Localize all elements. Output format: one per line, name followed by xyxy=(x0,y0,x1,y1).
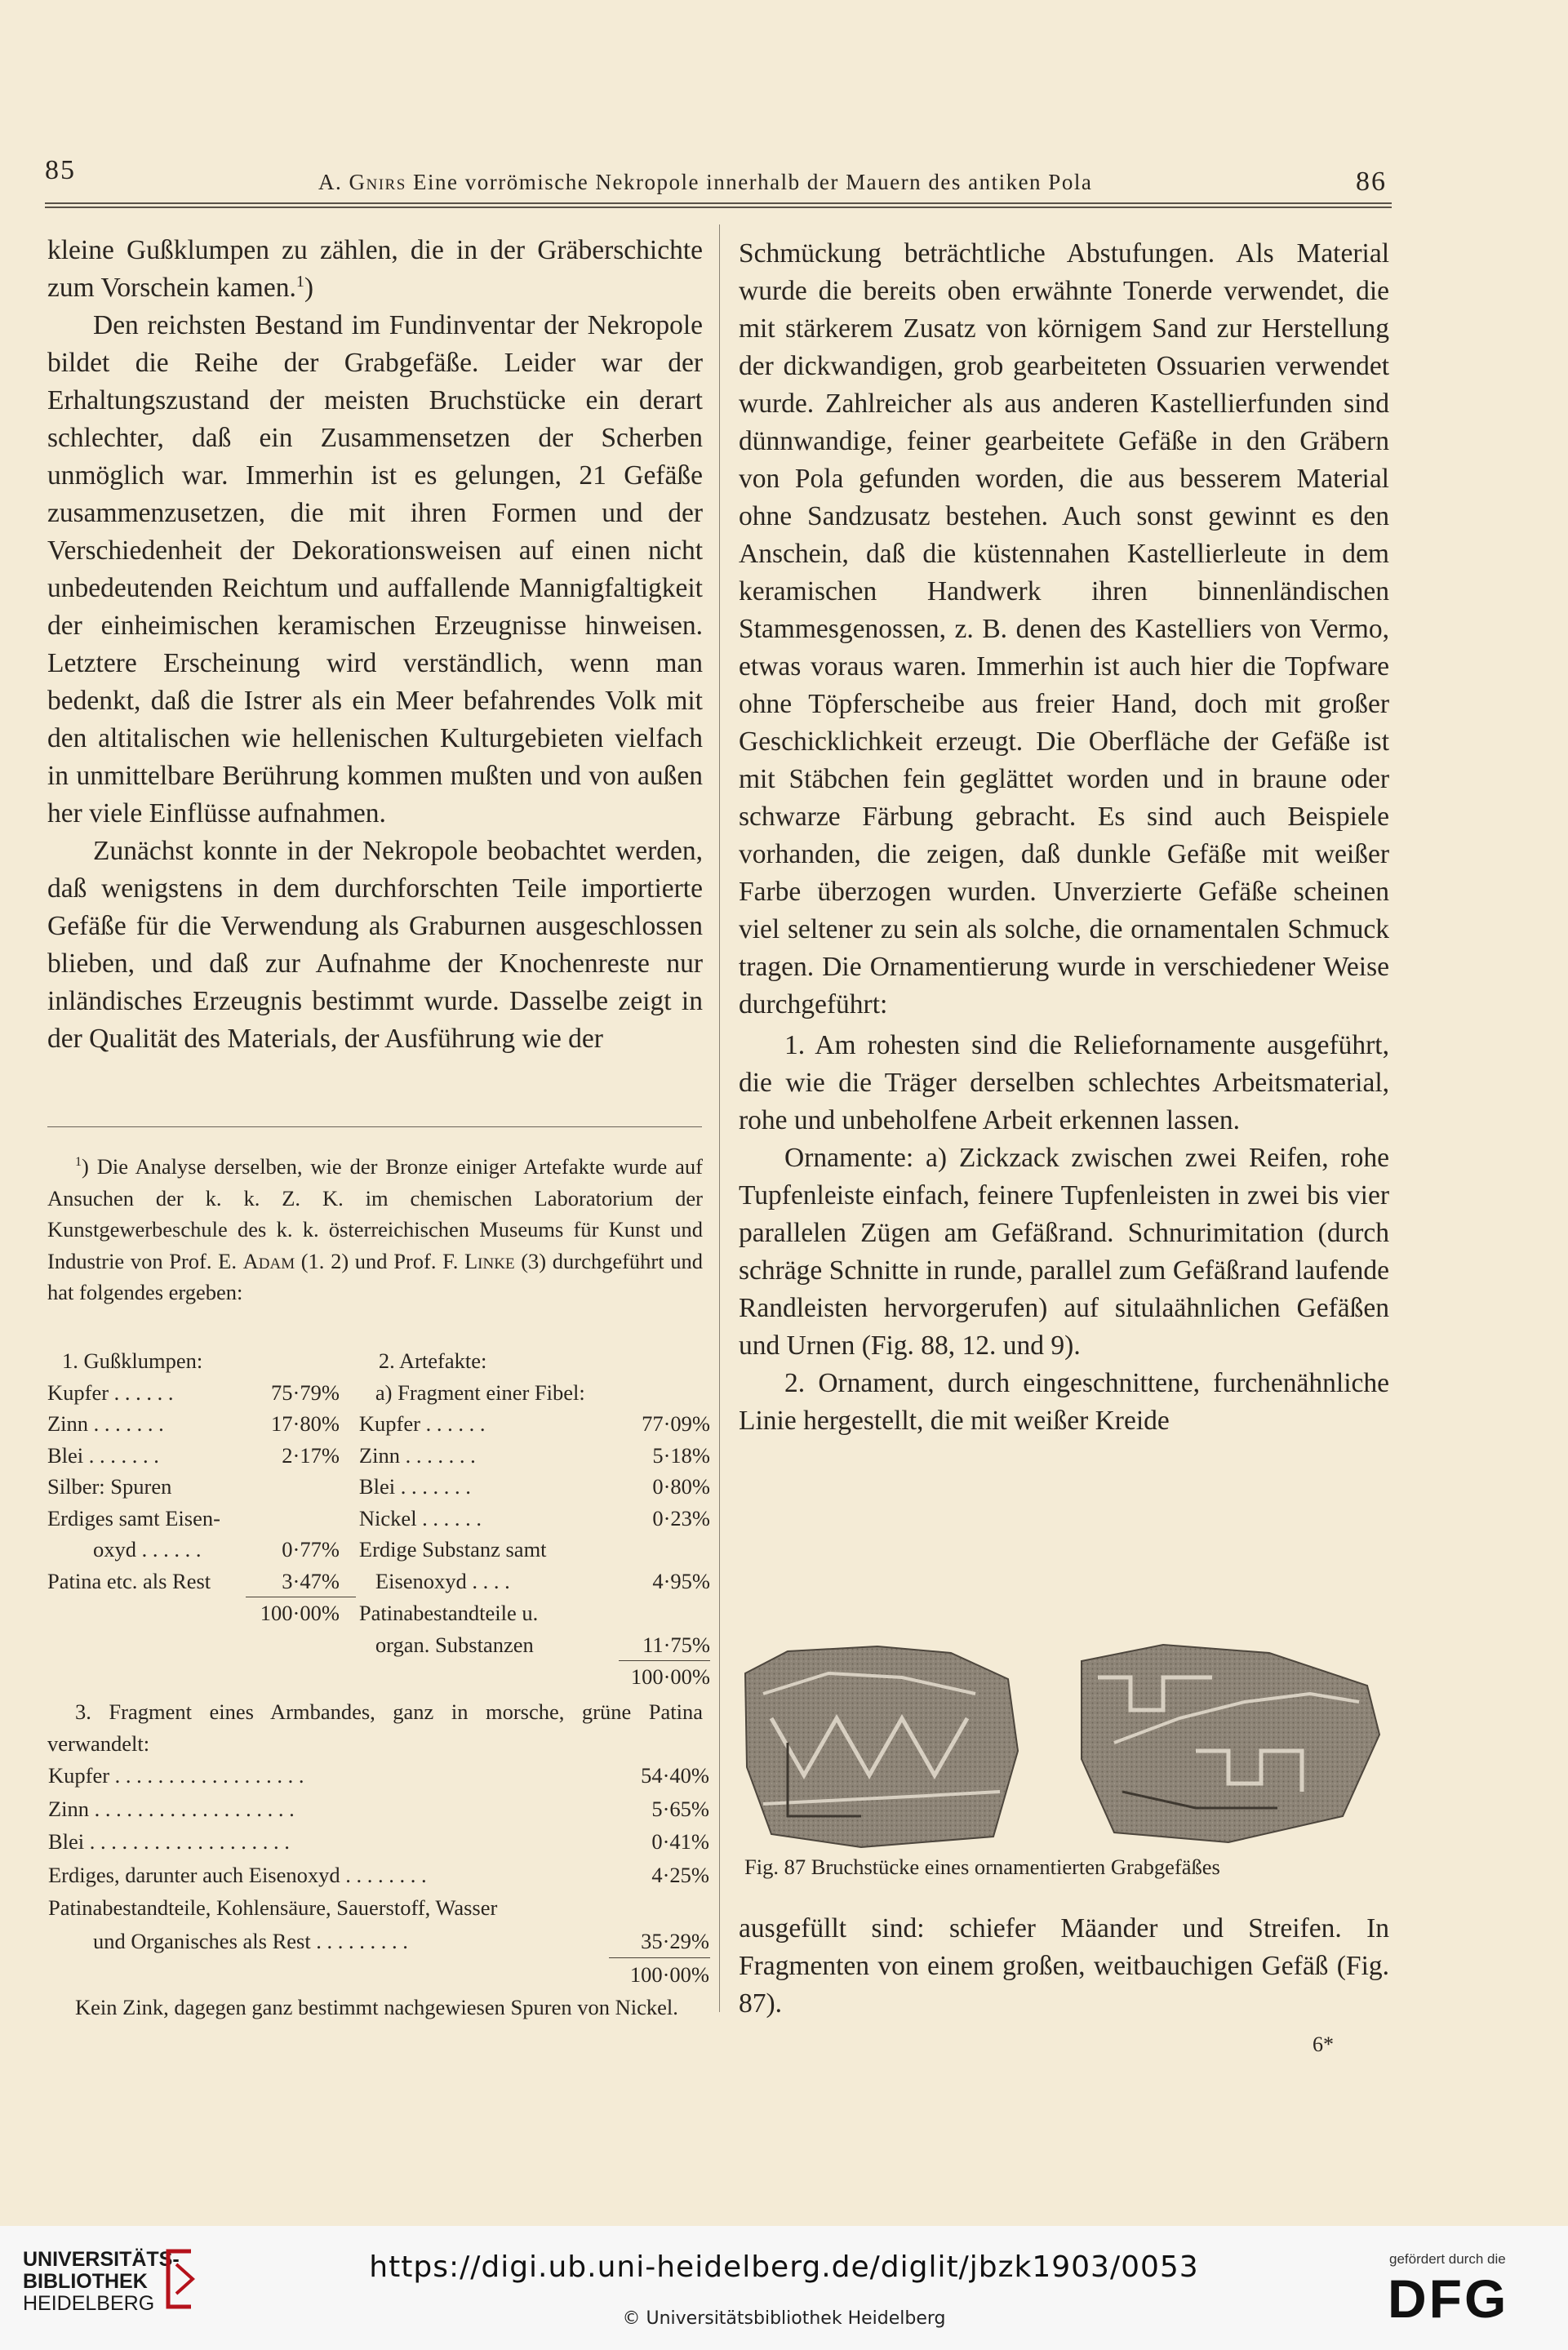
table-spacer xyxy=(246,1345,356,1377)
table-header-row xyxy=(47,1345,710,1377)
cell-label: a) Fragment einer Fibel: xyxy=(375,1379,585,1405)
cell-label: organ. Substanzen xyxy=(375,1632,534,1657)
copyright: © Universitätsbibliothek Heidelberg xyxy=(622,2308,946,2329)
cell-label: Silber: Spuren xyxy=(47,1474,172,1499)
cell-value xyxy=(609,1891,710,1925)
cell-value: 35·29% xyxy=(609,1925,710,1958)
header-rule-double xyxy=(45,207,1392,208)
table-row xyxy=(47,1661,710,1693)
cell-label: oxyd . . . . . . xyxy=(93,1537,202,1561)
figure-87 xyxy=(739,1628,1389,1873)
table-row xyxy=(47,1825,710,1859)
table-row xyxy=(47,1534,710,1566)
cell-label: Erdiges samt Eisen- xyxy=(47,1505,220,1530)
footer-bar xyxy=(0,2226,1568,2350)
table-row xyxy=(47,1925,710,1958)
cell-value: 5·18% xyxy=(652,1442,710,1468)
cell-label: Kupfer . . . . . . xyxy=(358,1411,486,1436)
cell-value xyxy=(619,1534,710,1566)
paragraph: Zunächst konnte in der Nekropole beobachtet werden, daß wenigstens in dem durchforschten Teile importierte Gefäße für die Verwendung als Graburnen ausgeschlossen blieben, und daß zur Aufnahme der Knochenreste nur inländisches Erzeugnis bestimmt wurde. Dasselbe zeigt in der Qualität des Materials, der Ausführung wie der xyxy=(47,836,703,1054)
cell-label: Blei . . . . . . . . . . . . . . . . . . . xyxy=(48,1829,290,1854)
cell-label: Zinn . . . . . . . . . . . . . . . . . . . xyxy=(48,1796,295,1821)
cell-label: Zinn . . . . . . . xyxy=(47,1411,164,1436)
footnote-text: $^1$) Die Analyse derselben, wie der Bronze einiger Artefakte wurde auf Ansuchen der k. k. Z. K. im chemischen Laboratorium der Kunstgewerbeschule des k. k. österreichischen Museums für Kunst und Industrie von Prof. E. Adam (1. 2) und Prof. F. Linke (3) durchgeführt und hat folgendes ergeben: xyxy=(47,1154,704,1304)
table-row xyxy=(47,1440,710,1472)
right-column xyxy=(739,235,1389,1440)
cell-label: Kupfer . . . . . . . . . . . . . . . . . . xyxy=(48,1763,304,1788)
analysis-table xyxy=(47,1345,710,1693)
paragraph: Schmückung beträchtliche Abstufungen. Als Material wurde die bereits oben erwähnte Tonerde verwendet, die mit stärkerem Zusatz von körnigem Sand zur Herstellung der dickwandigen, grob gearbeiteten Ossuarien verwendet wurde. Zahlreicher als aus anderen Kastellierfunden sind dünnwandige, feiner gearbeitete Gefäße in den Gräbern von Pola gefunden worden, die aus besserem Material ohne Sandzusatz bestehen. Auch sonst gewinnt es den Anschein, daß die küstennahen Kastellierleute in dem keramischen Handwerk ihren binnenländischen Stammesgenossen, z. B. denen des Kastelliers von Vermo, etwas voraus waren. Immerhin ist auch hier die Topfware ohne Töpferscheibe aus freier Hand, doch mit großer Geschicklichkeit erzeugt. Die Oberfläche der Gefäße ist mit Stäbchen fein geglättet worden und in braune oder schwarze Färbung gebracht. Es sind auch Beispiele vorhanden, die zeigen, daß dunkle Gefäße mit weißer Farbe überzogen wurden. Unverzierte Gefäße scheinen viel seltener zu sein als solche, die ornamentalen Schmuck tragen. Die Ornamentierung wurde in verschiedener Weise durchgeführt: xyxy=(739,238,1389,1020)
cell-label: Patina etc. als Rest xyxy=(47,1568,211,1593)
table-row xyxy=(47,1792,710,1826)
cell-label: Erdige Substanz samt xyxy=(358,1537,547,1561)
cell-label: Blei . . . . . . . xyxy=(47,1442,159,1468)
cell-value: 54·40% xyxy=(641,1763,709,1788)
cell-value: 0·77% xyxy=(282,1537,340,1561)
cell-label: Kupfer . . . . . . xyxy=(47,1379,174,1405)
paragraph: ausgefüllt sind: schiefer Mäander und Streifen. In Fragmenten von einem großen, weitbauchigen Gefäß (Fig. 87). xyxy=(739,1913,1389,2019)
fragment-left xyxy=(745,1646,1018,1847)
dfg-funded-label: gefördert durch die xyxy=(1389,2251,1506,2267)
cell-value: 0·80% xyxy=(652,1474,710,1499)
footnote-closing: Kein Zink, dagegen ganz bestimmt nachgewiesen Spuren von Nickel. xyxy=(75,1994,678,2019)
cell-value: 5·65% xyxy=(651,1796,709,1821)
cell-value xyxy=(246,1471,356,1503)
left-column xyxy=(47,232,703,1058)
cell-value: 100·00% xyxy=(260,1601,340,1625)
dfg-logo[interactable]: DFG xyxy=(1388,2268,1509,2329)
table-row xyxy=(47,1958,710,1992)
cell-label: Nickel . . . . . . xyxy=(358,1505,482,1530)
ub-heidelberg-logo[interactable]: UNIVERSITÄTS- BIBLIOTHEK HEIDELBERG xyxy=(23,2248,180,2315)
cell-value: 0·23% xyxy=(652,1505,710,1530)
cell-label xyxy=(47,1661,246,1693)
table-row xyxy=(47,1566,710,1597)
footnote-section-3: 3. Fragment eines Armbandes, ganz in morsche, grüne Patina verwandelt: xyxy=(47,1699,703,1756)
table-row xyxy=(47,1597,710,1629)
column-separator xyxy=(719,224,720,2012)
cell-value xyxy=(619,1597,710,1629)
cell-label: Eisenoxyd . . . . xyxy=(375,1568,510,1593)
figure-caption: Fig. 87 Bruchstücke eines ornamentierten Grabgefäßes xyxy=(744,1855,1220,1879)
running-header xyxy=(318,170,1092,195)
header-author: A. Gnirs xyxy=(318,170,406,194)
cell-label xyxy=(47,1958,609,1992)
footnote xyxy=(47,1151,703,1308)
paragraph: kleine Gußklumpen zu zählen, die in der Gräberschichte zum Vorschein kamen.$^1$) xyxy=(47,235,703,303)
cell-value: 75·79% xyxy=(271,1379,340,1405)
pottery-fragments-image xyxy=(739,1628,1389,1849)
cell-value: 100·00% xyxy=(629,1962,709,1987)
table-row xyxy=(47,1408,710,1440)
signature-mark: 6* xyxy=(1313,2032,1334,2056)
footnote-rule xyxy=(47,1126,702,1127)
paragraph: 2. Ornament, durch eingeschnittene, furchenähnliche Linie hergestellt, die mit weißer Kreide xyxy=(739,1368,1389,1436)
page-number-right: 86 xyxy=(1356,167,1387,197)
permalink-url[interactable]: https://digi.ub.uni-heidelberg.de/diglit/jbzk1903/0053 xyxy=(369,2250,1199,2284)
cell-value: 0·41% xyxy=(651,1829,709,1854)
cell-value xyxy=(246,1661,356,1693)
paragraph: Ornamente: a) Zickzack zwischen zwei Reifen, rohe Tupfenleiste einfach, feinere Tupfenleisten in zwei bis vier parallelen Zügen am Gefäßrand. Schnurimitation (durch schräge Schnitte in runde, parallel zum Gefäßrand laufende Randleisten hervorgerufen) auf situlaähnlichen Gefäßen und Urnen (Fig. 88, 12. und 9). xyxy=(739,1143,1389,1361)
cell-value: 17·80% xyxy=(271,1411,340,1436)
cell-value xyxy=(619,1377,710,1409)
cell-value: 4·25% xyxy=(651,1862,709,1887)
footnote-ref: 1 xyxy=(295,272,304,291)
table-row xyxy=(47,1759,710,1792)
table-row xyxy=(47,1629,710,1661)
author-adam: Adam xyxy=(242,1248,295,1273)
cell-value: 11·75% xyxy=(619,1629,710,1661)
table-head-gussklumpen: 1. Gußklumpen: xyxy=(62,1348,203,1373)
footnote-part3 xyxy=(47,1696,709,2023)
cell-label: Patinabestandteile u. xyxy=(358,1600,539,1625)
paragraph: 1. Am rohesten sind die Reliefornamente ausgeführt, die wie die Träger derselben schlechtes Arbeitsmaterial, rohe und unbeholfene Arbeit erkennen lassen. xyxy=(739,1030,1389,1135)
table-row xyxy=(47,1859,710,1892)
cell-value xyxy=(246,1629,356,1661)
table-row xyxy=(47,1891,710,1925)
cell-value: 4·95% xyxy=(652,1568,710,1593)
page-number-left: 85 xyxy=(45,155,76,185)
cell-value: 77·09% xyxy=(642,1411,710,1436)
table-spacer xyxy=(619,1345,710,1377)
table-row xyxy=(47,1503,710,1535)
cell-value xyxy=(246,1503,356,1535)
paragraph: Den reichsten Bestand im Fundinventar der Nekropole bildet die Reihe der Grabgefäße. Leider war der Erhaltungszustand der meisten Bruchstücke ein derart schlechter, daß ein Zusammensetzen der Scherben unmöglich war. Immerhin ist es gelungen, 21 Gefäße zusammenzusetzen, die mit ihren Formen und der Verschiedenheit der Dekorationsweisen auf einen nicht unbedeutenden Reichtum und auffallende Mannigfaltigkeit der einheimischen keramischen Erzeugnisse hinweisen. Letztere Erscheinung wird verständlich, wenn man bedenkt, daß die Istrer als ein Meer befahrendes Volk mit den altitalischen wie hellenischen Kulturgebieten vielfach in unmittelbare Berührung kommen mußten und von außen her viele Einflüsse aufnahmen. xyxy=(47,310,703,828)
cell-label xyxy=(47,1597,246,1629)
header-title: Eine vorrömische Nekropole innerhalb der Mauern des antiken Pola xyxy=(413,170,1093,194)
armband-table xyxy=(47,1759,710,1992)
header-rule xyxy=(45,202,1392,204)
cell-label: Erdiges, darunter auch Eisenoxyd . . . . . . . . xyxy=(48,1862,427,1887)
table-row xyxy=(47,1471,710,1503)
cell-label: Zinn . . . . . . . xyxy=(358,1442,476,1468)
cell-value: 100·00% xyxy=(630,1664,710,1689)
cell-label xyxy=(47,1629,246,1661)
table-head-artefakte: 2. Artefakte: xyxy=(378,1348,487,1373)
cell-label: Blei . . . . . . . xyxy=(358,1474,471,1499)
cell-label: Patinabestandteile, Kohlensäure, Sauerstoff, Wasser xyxy=(48,1895,498,1920)
fragment-right xyxy=(1082,1645,1379,1842)
cell-label: und Organisches als Rest . . . . . . . . . xyxy=(93,1928,408,1953)
table-row xyxy=(47,1377,710,1409)
right-column-continued xyxy=(739,1910,1389,2023)
cell-value: 2·17% xyxy=(282,1442,340,1468)
author-linke: Linke xyxy=(464,1248,515,1273)
cell-value: 3·47% xyxy=(246,1566,356,1597)
cell-label xyxy=(356,1661,619,1693)
